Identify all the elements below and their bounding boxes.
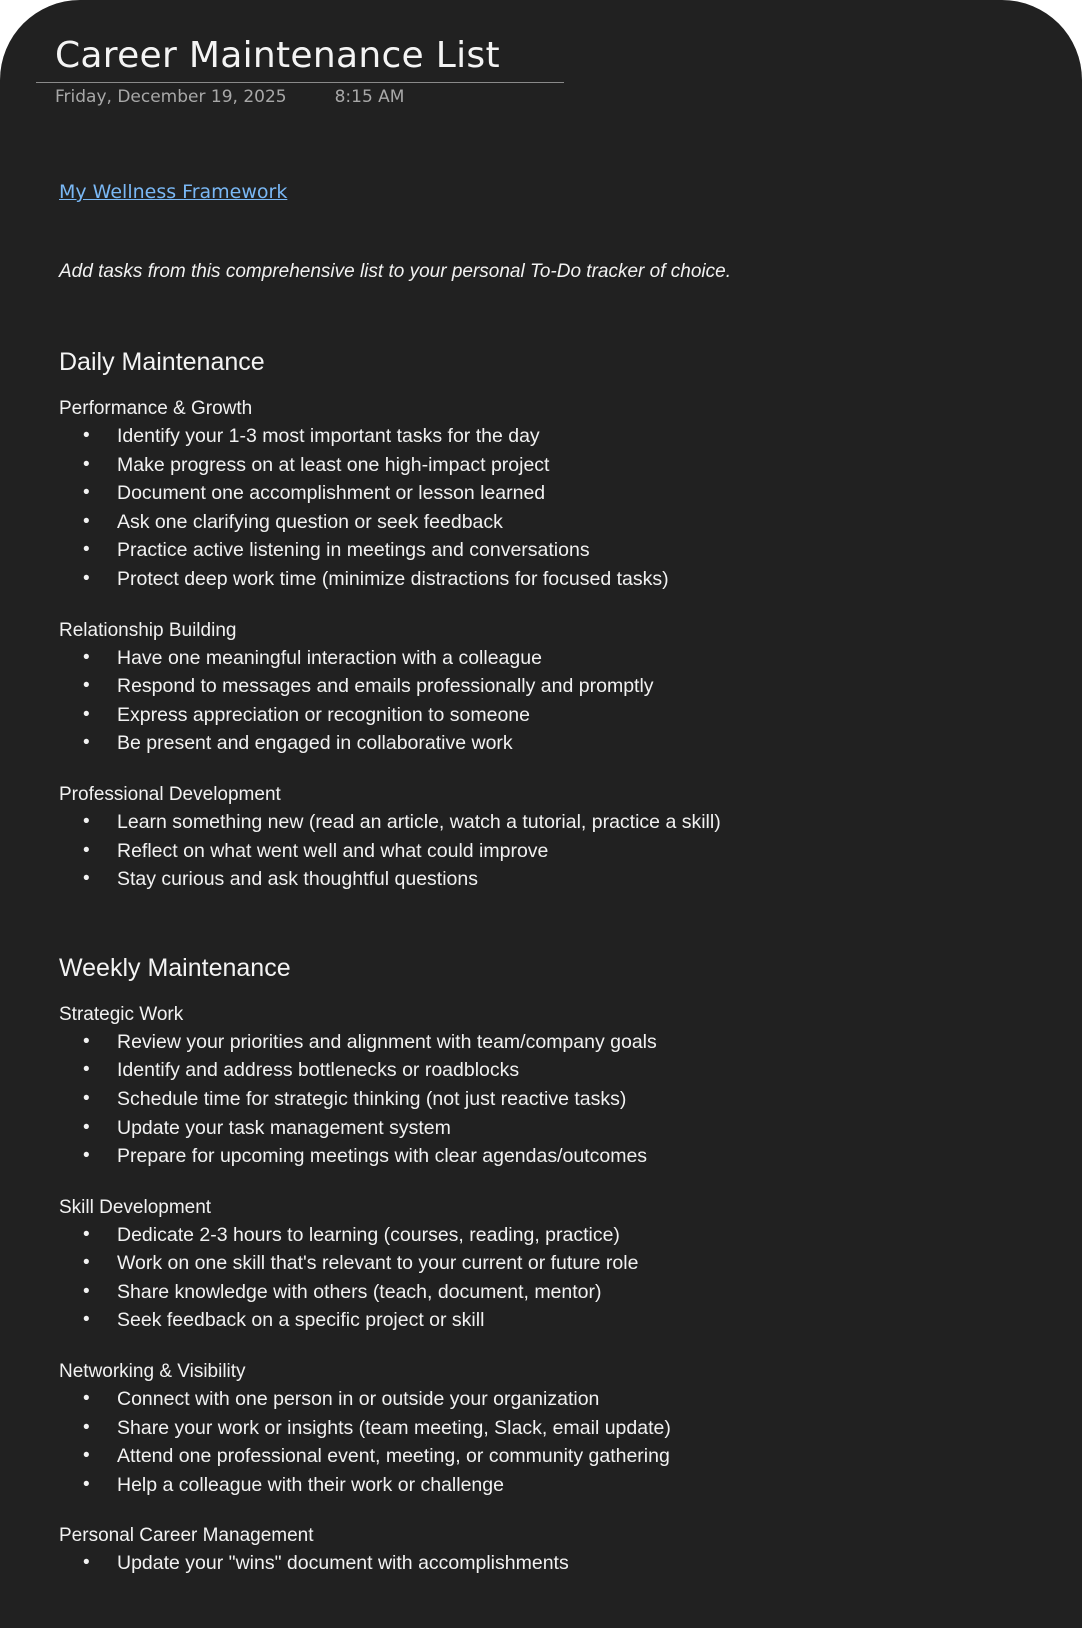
bullet-icon: • [83, 453, 90, 475]
list-item-text: Identify and address bottlenecks or roadblocks [117, 1059, 520, 1082]
bullet-icon: • [83, 868, 90, 890]
bullet-icon: • [83, 1445, 90, 1467]
bullet-icon: • [83, 675, 90, 697]
bullet-icon: • [83, 1145, 90, 1167]
list-item-text: Protect deep work time (minimize distractions for focused tasks) [117, 567, 669, 590]
list-item[interactable] [59, 1549, 1039, 1578]
bullet-icon: • [83, 703, 90, 725]
section-0 [59, 346, 1039, 894]
page-title[interactable]: Career Maintenance List [55, 35, 500, 76]
bullet-icon: • [83, 482, 90, 504]
group [59, 1002, 1039, 1171]
group-heading: Networking & Visibility [59, 1361, 246, 1383]
list-item-text: Be present and engaged in collaborative work [117, 732, 513, 755]
bullet-list [59, 422, 1039, 594]
list-item-text: Connect with one person in or outside your organization [117, 1388, 600, 1411]
bullet-icon: • [83, 1116, 90, 1138]
bullet-list [59, 1028, 1039, 1171]
list-item-text: Practice active listening in meetings and conversations [117, 539, 590, 562]
list-item[interactable] [59, 565, 1039, 594]
list-item-text: Identify your 1-3 most important tasks for the day [117, 425, 540, 447]
group-heading: Strategic Work [59, 1003, 184, 1025]
bullet-list [59, 1385, 1039, 1499]
list-item-text: Share knowledge with others (teach, document, mentor) [117, 1280, 602, 1303]
list-item-text: Learn something new (read an article, watch a tutorial, practice a skill) [117, 810, 721, 833]
list-item-text: Dedicate 2-3 hours to learning (courses, reading, practice) [117, 1223, 620, 1246]
bullet-list [59, 1221, 1039, 1335]
list-item-text: Seek feedback on a specific project or skill [117, 1309, 485, 1332]
bullet-icon: • [83, 1416, 90, 1438]
list-item-text: Stay curious and ask thoughtful questions [117, 868, 478, 891]
list-item[interactable] [59, 644, 1039, 673]
bullet-icon: • [83, 1388, 90, 1410]
bullet-icon: • [83, 1309, 90, 1331]
section-1 [59, 952, 1039, 1578]
list-item[interactable] [59, 837, 1039, 866]
bullet-icon: • [83, 1030, 90, 1052]
page-time: 8:15 AM [334, 87, 405, 107]
bullet-icon: • [83, 810, 90, 832]
list-item-text: Respond to messages and emails professionally and promptly [117, 675, 654, 698]
group [59, 1523, 1039, 1578]
list-item[interactable] [59, 1306, 1039, 1335]
list-item[interactable] [59, 1221, 1039, 1250]
list-item-text: Share your work or insights (team meeting, Slack, email update) [117, 1416, 671, 1439]
list-item-text: Express appreciation or recognition to someone [117, 703, 530, 726]
list-item-text: Attend one professional event, meeting, or community gathering [117, 1445, 670, 1468]
bullet-icon: • [83, 1280, 90, 1302]
group [59, 396, 1039, 594]
list-item[interactable] [59, 1028, 1039, 1057]
list-item-text: Ask one clarifying question or seek feedback [117, 510, 503, 533]
list-item[interactable] [59, 422, 1039, 451]
group [59, 1195, 1039, 1335]
list-item[interactable] [59, 672, 1039, 701]
list-item-text: Prepare for upcoming meetings with clear agendas/outcomes [117, 1145, 648, 1168]
list-item[interactable] [59, 701, 1039, 730]
bullet-icon: • [83, 1473, 90, 1495]
bullet-icon: • [83, 425, 90, 446]
list-item[interactable] [59, 479, 1039, 508]
bullet-icon: • [83, 839, 90, 861]
bullet-icon: • [83, 646, 90, 668]
list-item[interactable] [59, 508, 1039, 537]
list-item[interactable] [59, 865, 1039, 894]
title-block [36, 30, 564, 107]
bullet-list [59, 1549, 1039, 1578]
list-item[interactable] [59, 1056, 1039, 1085]
list-item-text: Work on one skill that's relevant to your current or future role [117, 1252, 639, 1275]
page-meta [55, 87, 564, 107]
intro-text: Add tasks from this comprehensive list to your personal To-Do tracker of choice. [59, 261, 731, 282]
list-item[interactable] [59, 1278, 1039, 1307]
list-item[interactable] [59, 1442, 1039, 1471]
group [59, 618, 1039, 758]
note-content [59, 260, 1039, 1578]
list-item-text: Review your priorities and alignment with team/company goals [117, 1030, 657, 1053]
list-item[interactable] [59, 1249, 1039, 1278]
list-item[interactable] [59, 1414, 1039, 1443]
list-item[interactable] [59, 451, 1039, 480]
list-item[interactable] [59, 729, 1039, 758]
page-date: Friday, December 19, 2025 [55, 87, 287, 107]
list-item[interactable] [59, 1114, 1039, 1143]
sections-container [59, 346, 1039, 1578]
bullet-icon: • [83, 1552, 90, 1574]
list-item-text: Update your "wins" document with accomplishments [117, 1552, 569, 1575]
list-item-text: Reflect on what went well and what could improve [117, 839, 549, 862]
list-item[interactable] [59, 808, 1039, 837]
section-heading: Weekly Maintenance [59, 953, 291, 982]
bullet-list [59, 808, 1039, 894]
bullet-icon: • [83, 510, 90, 532]
group-heading: Professional Development [59, 783, 281, 805]
list-item[interactable] [59, 1142, 1039, 1171]
list-item-text: Update your task management system [117, 1116, 451, 1139]
group [59, 782, 1039, 894]
bullet-icon: • [83, 567, 90, 589]
bullet-icon: • [83, 1087, 90, 1109]
bullet-icon: • [83, 1223, 90, 1245]
section-heading: Daily Maintenance [59, 348, 265, 376]
list-item[interactable] [59, 1085, 1039, 1114]
list-item-text: Help a colleague with their work or challenge [117, 1473, 504, 1496]
bullet-icon: • [83, 1252, 90, 1274]
title-divider [36, 82, 564, 83]
list-item-text: Make progress on at least one high-impact project [117, 453, 550, 476]
bullet-icon: • [83, 539, 90, 561]
group-heading: Performance & Growth [59, 398, 253, 419]
bullet-icon: • [83, 732, 90, 754]
bullet-icon: • [83, 1059, 90, 1081]
list-item[interactable] [59, 1471, 1039, 1500]
list-item[interactable] [59, 1385, 1039, 1414]
group [59, 1359, 1039, 1499]
group-heading: Relationship Building [59, 619, 237, 641]
bullet-list [59, 644, 1039, 758]
list-item[interactable] [59, 536, 1039, 565]
wellness-framework-link[interactable]: My Wellness Framework [59, 181, 288, 203]
list-item-text: Document one accomplishment or lesson learned [117, 482, 546, 505]
list-item-text: Have one meaningful interaction with a colleague [117, 646, 542, 669]
list-item-text: Schedule time for strategic thinking (not just reactive tasks) [117, 1087, 627, 1110]
group-heading: Personal Career Management [59, 1525, 314, 1547]
group-heading: Skill Development [59, 1196, 212, 1218]
